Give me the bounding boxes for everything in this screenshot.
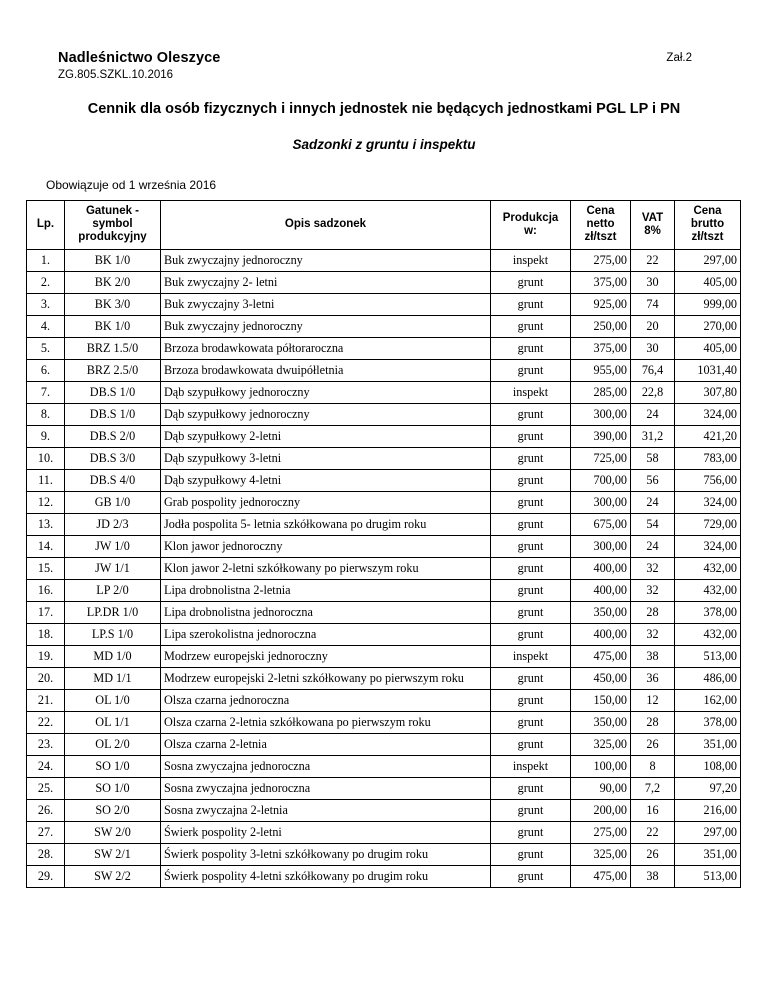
cell-symbol: GB 1/0: [65, 491, 161, 513]
table-row: [27, 359, 741, 381]
column-header-net-price: [571, 201, 631, 250]
cell-vat: 74: [631, 293, 675, 315]
attachment-label: Zał.2: [666, 52, 692, 64]
cell-description: Klon jawor 2-letni szkółkowany po pierwszym roku: [161, 557, 491, 579]
cell-description: Dąb szypułkowy 4-letni: [161, 469, 491, 491]
cell-gross-price: 999,00: [675, 293, 741, 315]
cell-lp: 11.: [27, 469, 65, 491]
column-header-vat-line2: 8%: [644, 224, 661, 237]
cell-symbol: OL 2/0: [65, 733, 161, 755]
column-header-symbol-line1: Gatunek -: [85, 205, 140, 217]
cell-production: grunt: [491, 337, 571, 359]
cell-production: inspekt: [491, 755, 571, 777]
table-row: [27, 513, 741, 535]
cell-vat: 58: [631, 447, 675, 469]
cell-gross-price: 297,00: [675, 821, 741, 843]
cell-description: Sosna zwyczajna jednoroczna: [161, 755, 491, 777]
cell-symbol: SW 2/0: [65, 821, 161, 843]
cell-lp: 2.: [27, 271, 65, 293]
cell-net-price: 375,00: [571, 337, 631, 359]
cell-description: Modrzew europejski jednoroczny: [161, 645, 491, 667]
cell-symbol: BK 3/0: [65, 293, 161, 315]
cell-gross-price: 324,00: [675, 403, 741, 425]
cell-production: grunt: [491, 777, 571, 799]
cell-symbol: BRZ 2.5/0: [65, 359, 161, 381]
column-header-vat: [631, 201, 675, 250]
cell-symbol: SO 1/0: [65, 777, 161, 799]
cell-net-price: 350,00: [571, 711, 631, 733]
cell-lp: 13.: [27, 513, 65, 535]
cell-gross-price: 307,80: [675, 381, 741, 403]
cell-net-price: 250,00: [571, 315, 631, 337]
cell-gross-price: 1031,40: [675, 359, 741, 381]
column-header-lp: [27, 201, 65, 250]
cell-net-price: 400,00: [571, 579, 631, 601]
cell-vat: 31,2: [631, 425, 675, 447]
cell-vat: 24: [631, 535, 675, 557]
table-row: [27, 557, 741, 579]
cell-lp: 29.: [27, 865, 65, 887]
table-row: [27, 667, 741, 689]
cell-description: Brzoza brodawkowata dwuipółletnia: [161, 359, 491, 381]
cell-vat: 8: [631, 755, 675, 777]
cell-vat: 24: [631, 403, 675, 425]
cell-production: grunt: [491, 799, 571, 821]
cell-gross-price: 270,00: [675, 315, 741, 337]
cell-lp: 7.: [27, 381, 65, 403]
cell-symbol: SO 1/0: [65, 755, 161, 777]
cell-production: grunt: [491, 425, 571, 447]
cell-vat: 12: [631, 689, 675, 711]
table-row: [27, 821, 741, 843]
column-header-production-line2: w:: [524, 224, 537, 237]
column-header-production-line1: Produkcja: [502, 211, 559, 224]
cell-symbol: SO 2/0: [65, 799, 161, 821]
cell-symbol: LP.DR 1/0: [65, 601, 161, 623]
cell-production: grunt: [491, 403, 571, 425]
cell-net-price: 200,00: [571, 799, 631, 821]
cell-gross-price: 421,20: [675, 425, 741, 447]
cell-lp: 24.: [27, 755, 65, 777]
cell-description: Jodła pospolita 5- letnia szkółkowana po drugim roku: [161, 513, 491, 535]
cell-symbol: JW 1/0: [65, 535, 161, 557]
cell-gross-price: 756,00: [675, 469, 741, 491]
table-row: [27, 337, 741, 359]
cell-net-price: 300,00: [571, 535, 631, 557]
column-header-symbol-line2: symbol: [92, 218, 133, 231]
cell-vat: 7,2: [631, 777, 675, 799]
cell-symbol: BRZ 1.5/0: [65, 337, 161, 359]
cell-description: Buk zwyczajny 2- letni: [161, 271, 491, 293]
table-row: [27, 403, 741, 425]
cell-net-price: 325,00: [571, 843, 631, 865]
cell-gross-price: 486,00: [675, 667, 741, 689]
cell-symbol: BK 1/0: [65, 315, 161, 337]
cell-description: Lipa drobnolistna 2-letnia: [161, 579, 491, 601]
cell-description: Sosna zwyczajna 2-letnia: [161, 799, 491, 821]
cell-description: Klon jawor jednoroczny: [161, 535, 491, 557]
cell-gross-price: 405,00: [675, 271, 741, 293]
cell-description: Dąb szypułkowy 3-letni: [161, 447, 491, 469]
table-row: [27, 711, 741, 733]
cell-lp: 20.: [27, 667, 65, 689]
cell-symbol: MD 1/1: [65, 667, 161, 689]
cell-vat: 30: [631, 271, 675, 293]
column-header-net-line3: zł/tszt: [584, 231, 617, 244]
cell-net-price: 90,00: [571, 777, 631, 799]
cell-gross-price: 97,20: [675, 777, 741, 799]
cell-production: grunt: [491, 315, 571, 337]
cell-vat: 28: [631, 601, 675, 623]
cell-vat: 32: [631, 623, 675, 645]
cell-description: Lipa szerokolistna jednoroczna: [161, 623, 491, 645]
cell-description: Olsza czarna jednoroczna: [161, 689, 491, 711]
cell-symbol: LP.S 1/0: [65, 623, 161, 645]
cell-lp: 17.: [27, 601, 65, 623]
table-row: [27, 535, 741, 557]
page-title: Cennik dla osób fizycznych i innych jednostek nie będących jednostkami PGL LP i PN: [87, 101, 681, 117]
table-row: [27, 689, 741, 711]
column-header-vat-line1: VAT: [641, 211, 664, 224]
table-row: [27, 645, 741, 667]
cell-symbol: JW 1/1: [65, 557, 161, 579]
cell-description: Dąb szypułkowy jednoroczny: [161, 381, 491, 403]
cell-description: Olsza czarna 2-letnia szkółkowana po pierwszym roku: [161, 711, 491, 733]
cell-vat: 32: [631, 557, 675, 579]
cell-vat: 26: [631, 843, 675, 865]
cell-production: grunt: [491, 513, 571, 535]
document-reference: ZG.805.SZKL.10.2016: [58, 69, 174, 81]
cell-gross-price: 162,00: [675, 689, 741, 711]
cell-gross-price: 108,00: [675, 755, 741, 777]
cell-description: Brzoza brodawkowata półtoraroczna: [161, 337, 491, 359]
cell-net-price: 400,00: [571, 557, 631, 579]
table-row: [27, 249, 741, 271]
cell-gross-price: 432,00: [675, 557, 741, 579]
cell-lp: 25.: [27, 777, 65, 799]
table-row: [27, 271, 741, 293]
column-header-production: [491, 201, 571, 250]
cell-vat: 38: [631, 645, 675, 667]
cell-net-price: 450,00: [571, 667, 631, 689]
cell-lp: 6.: [27, 359, 65, 381]
cell-production: grunt: [491, 557, 571, 579]
column-header-net-line2: netto: [586, 218, 615, 231]
cell-net-price: 725,00: [571, 447, 631, 469]
column-header-net-line1: Cena: [586, 205, 615, 217]
column-header-gross-price: [675, 201, 741, 250]
cell-gross-price: 783,00: [675, 447, 741, 469]
table-row: [27, 777, 741, 799]
document-header: [58, 50, 730, 81]
cell-gross-price: 378,00: [675, 711, 741, 733]
cell-lp: 26.: [27, 799, 65, 821]
cell-net-price: 925,00: [571, 293, 631, 315]
cell-production: grunt: [491, 293, 571, 315]
cell-net-price: 400,00: [571, 623, 631, 645]
cell-lp: 10.: [27, 447, 65, 469]
column-header-symbol-line3: produkcyjny: [78, 231, 147, 244]
table-row: [27, 293, 741, 315]
cell-net-price: 275,00: [571, 821, 631, 843]
table-row: [27, 601, 741, 623]
pricelist-table: [26, 200, 741, 888]
cell-lp: 3.: [27, 293, 65, 315]
cell-vat: 22: [631, 249, 675, 271]
cell-lp: 9.: [27, 425, 65, 447]
cell-net-price: 390,00: [571, 425, 631, 447]
cell-description: Olsza czarna 2-letnia: [161, 733, 491, 755]
cell-gross-price: 351,00: [675, 843, 741, 865]
cell-production: grunt: [491, 711, 571, 733]
cell-description: Sosna zwyczajna jednoroczna: [161, 777, 491, 799]
cell-vat: 20: [631, 315, 675, 337]
table-header: [27, 201, 741, 250]
cell-description: Lipa drobnolistna jednoroczna: [161, 601, 491, 623]
cell-net-price: 350,00: [571, 601, 631, 623]
cell-description: Świerk pospolity 2-letni: [161, 821, 491, 843]
cell-gross-price: 513,00: [675, 645, 741, 667]
table-row: [27, 315, 741, 337]
column-header-lp-line1: Lp.: [36, 218, 55, 231]
page-subtitle: Sadzonki z gruntu i inspektu: [292, 137, 476, 152]
cell-gross-price: 351,00: [675, 733, 741, 755]
cell-vat: 38: [631, 865, 675, 887]
cell-vat: 22: [631, 821, 675, 843]
column-header-gross-line2: brutto: [690, 218, 725, 231]
cell-lp: 18.: [27, 623, 65, 645]
cell-vat: 26: [631, 733, 675, 755]
table-row: [27, 491, 741, 513]
cell-production: grunt: [491, 359, 571, 381]
cell-description: Buk zwyczajny jednoroczny: [161, 249, 491, 271]
cell-symbol: SW 2/2: [65, 865, 161, 887]
cell-gross-price: 324,00: [675, 535, 741, 557]
table-row: [27, 447, 741, 469]
cell-symbol: SW 2/1: [65, 843, 161, 865]
cell-vat: 56: [631, 469, 675, 491]
cell-gross-price: 405,00: [675, 337, 741, 359]
cell-vat: 32: [631, 579, 675, 601]
cell-production: grunt: [491, 843, 571, 865]
cell-production: inspekt: [491, 381, 571, 403]
column-header-description-line1: Opis sadzonek: [284, 218, 367, 231]
cell-production: grunt: [491, 865, 571, 887]
cell-lp: 19.: [27, 645, 65, 667]
table-row: [27, 733, 741, 755]
cell-description: Modrzew europejski 2-letni szkółkowany po pierwszym roku: [161, 667, 491, 689]
table-row: [27, 843, 741, 865]
cell-symbol: MD 1/0: [65, 645, 161, 667]
cell-production: grunt: [491, 623, 571, 645]
cell-gross-price: 216,00: [675, 799, 741, 821]
cell-net-price: 675,00: [571, 513, 631, 535]
cell-lp: 1.: [27, 249, 65, 271]
table-row: [27, 755, 741, 777]
cell-production: grunt: [491, 271, 571, 293]
table-row: [27, 381, 741, 403]
cell-gross-price: 729,00: [675, 513, 741, 535]
table-header-row: [27, 201, 741, 250]
cell-lp: 4.: [27, 315, 65, 337]
cell-gross-price: 432,00: [675, 579, 741, 601]
cell-gross-price: 297,00: [675, 249, 741, 271]
column-header-gross-line1: Cena: [693, 205, 722, 217]
header-left: [58, 50, 220, 81]
cell-net-price: 325,00: [571, 733, 631, 755]
cell-gross-price: 378,00: [675, 601, 741, 623]
cell-vat: 22,8: [631, 381, 675, 403]
cell-production: grunt: [491, 689, 571, 711]
cell-lp: 14.: [27, 535, 65, 557]
cell-symbol: JD 2/3: [65, 513, 161, 535]
cell-lp: 27.: [27, 821, 65, 843]
cell-symbol: DB.S 1/0: [65, 381, 161, 403]
cell-net-price: 955,00: [571, 359, 631, 381]
cell-symbol: OL 1/0: [65, 689, 161, 711]
cell-production: inspekt: [491, 249, 571, 271]
cell-symbol: DB.S 2/0: [65, 425, 161, 447]
cell-symbol: DB.S 1/0: [65, 403, 161, 425]
column-header-gross-line3: zł/tszt: [691, 231, 724, 244]
cell-lp: 23.: [27, 733, 65, 755]
cell-gross-price: 432,00: [675, 623, 741, 645]
cell-vat: 24: [631, 491, 675, 513]
cell-net-price: 300,00: [571, 491, 631, 513]
cell-production: grunt: [491, 535, 571, 557]
cell-lp: 12.: [27, 491, 65, 513]
cell-production: grunt: [491, 667, 571, 689]
table-row: [27, 579, 741, 601]
cell-lp: 16.: [27, 579, 65, 601]
cell-description: Buk zwyczajny 3-letni: [161, 293, 491, 315]
table-row: [27, 425, 741, 447]
cell-symbol: DB.S 3/0: [65, 447, 161, 469]
cell-net-price: 275,00: [571, 249, 631, 271]
cell-production: grunt: [491, 733, 571, 755]
column-header-description: [161, 201, 491, 250]
cell-net-price: 285,00: [571, 381, 631, 403]
cell-lp: 5.: [27, 337, 65, 359]
cell-symbol: OL 1/1: [65, 711, 161, 733]
cell-vat: 76,4: [631, 359, 675, 381]
cell-symbol: LP 2/0: [65, 579, 161, 601]
cell-vat: 28: [631, 711, 675, 733]
cell-description: Świerk pospolity 4-letni szkółkowany po drugim roku: [161, 865, 491, 887]
cell-description: Dąb szypułkowy jednoroczny: [161, 403, 491, 425]
table-row: [27, 799, 741, 821]
cell-net-price: 150,00: [571, 689, 631, 711]
cell-net-price: 100,00: [571, 755, 631, 777]
table-row: [27, 865, 741, 887]
validity-note: Obowiązuje od 1 września 2016: [46, 178, 217, 192]
cell-net-price: 475,00: [571, 645, 631, 667]
cell-net-price: 475,00: [571, 865, 631, 887]
cell-net-price: 700,00: [571, 469, 631, 491]
cell-vat: 36: [631, 667, 675, 689]
cell-production: grunt: [491, 821, 571, 843]
cell-vat: 30: [631, 337, 675, 359]
cell-description: Grab pospolity jednoroczny: [161, 491, 491, 513]
cell-lp: 15.: [27, 557, 65, 579]
cell-description: Świerk pospolity 3-letni szkółkowany po drugim roku: [161, 843, 491, 865]
cell-vat: 54: [631, 513, 675, 535]
column-header-symbol: [65, 201, 161, 250]
organization-name: Nadleśnictwo Oleszyce: [58, 50, 221, 66]
cell-production: inspekt: [491, 645, 571, 667]
cell-lp: 21.: [27, 689, 65, 711]
cell-description: Buk zwyczajny jednoroczny: [161, 315, 491, 337]
cell-description: Dąb szypułkowy 2-letni: [161, 425, 491, 447]
cell-production: grunt: [491, 447, 571, 469]
cell-symbol: DB.S 4/0: [65, 469, 161, 491]
cell-production: grunt: [491, 491, 571, 513]
cell-lp: 22.: [27, 711, 65, 733]
cell-production: grunt: [491, 601, 571, 623]
table-body: [27, 249, 741, 887]
cell-vat: 16: [631, 799, 675, 821]
cell-net-price: 300,00: [571, 403, 631, 425]
cell-lp: 28.: [27, 843, 65, 865]
table-row: [27, 623, 741, 645]
cell-production: grunt: [491, 469, 571, 491]
cell-net-price: 375,00: [571, 271, 631, 293]
cell-gross-price: 324,00: [675, 491, 741, 513]
cell-production: grunt: [491, 579, 571, 601]
table-row: [27, 469, 741, 491]
cell-lp: 8.: [27, 403, 65, 425]
cell-gross-price: 513,00: [675, 865, 741, 887]
cell-symbol: BK 1/0: [65, 249, 161, 271]
cell-symbol: BK 2/0: [65, 271, 161, 293]
